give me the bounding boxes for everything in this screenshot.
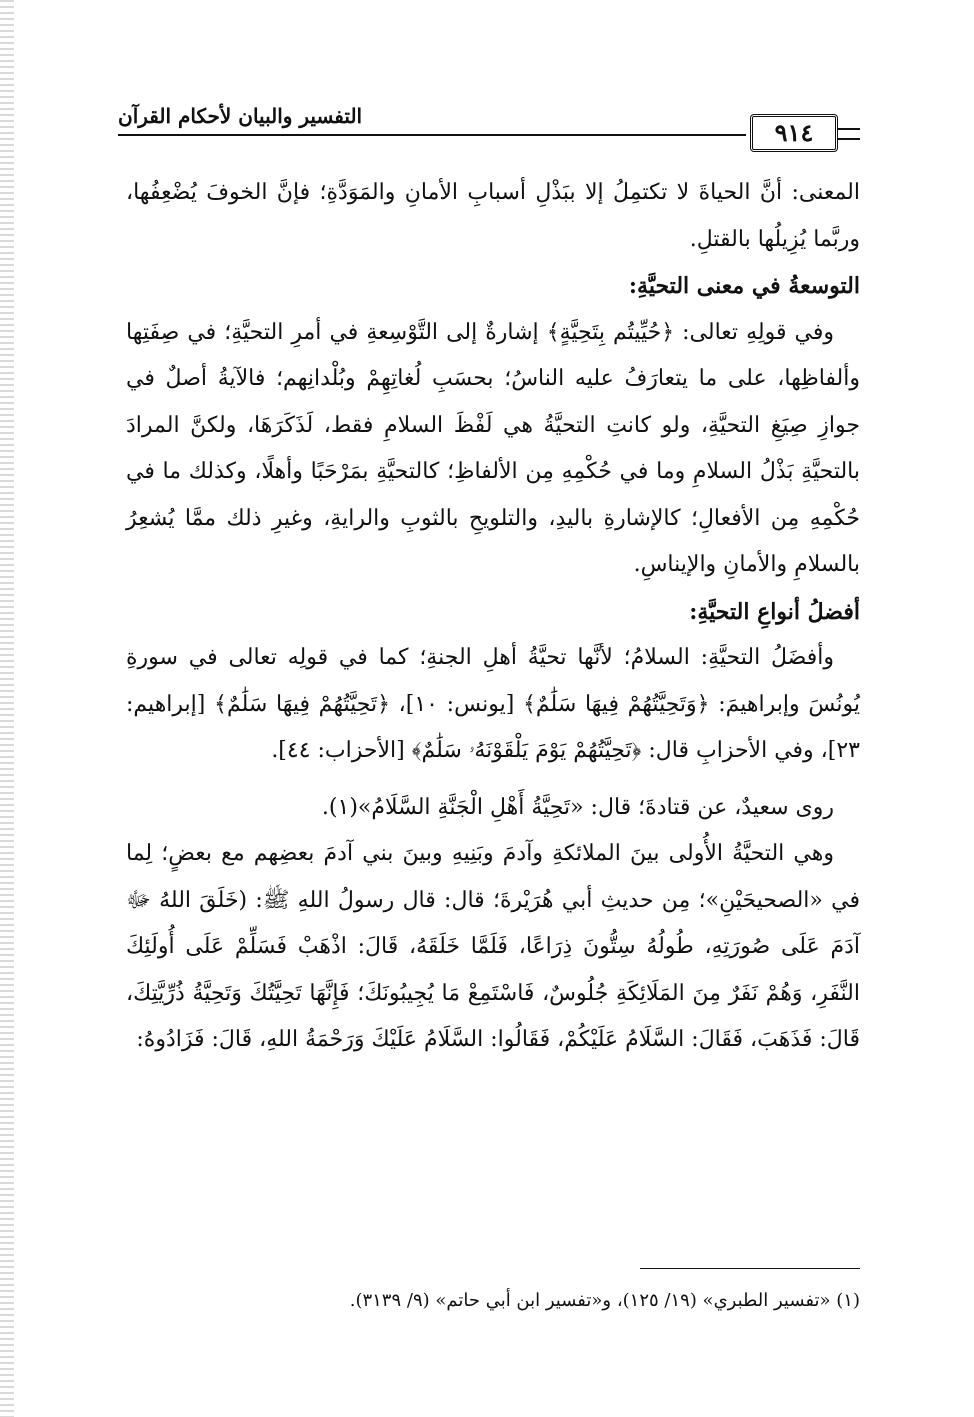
heading-best-greeting: أفضلُ أنواعِ التحيَّةِ: [689,598,860,625]
spacer [126,775,860,785]
heading-expansion-of-greeting: التوسعةُ في معنى التحيَّةِ: [628,273,860,299]
header-rule [118,134,746,136]
page-header [118,104,860,156]
paragraph-qatada: روى سعيدٌ، عن قتادةَ؛ قال: «تَحِيَّةُ أَهْلِ الْجَنَّةِ السَّلَامُ»(١). [321,794,834,820]
paragraph-best-greeting: وأفضَلُ التحيَّةِ: السلامُ؛ لأنَّها تحيَّةُ أهلِ الجنةِ؛ كما في قولِه تعالى في سورةِ يُونُسَ وإبراهيمَ: ﴿وَتَحِيَّتُهُمْ فِيهَا سَلَٰمٌ﴾ [يونس: ١٠]، ﴿تَحِيَّتُهُمْ فِيهَا سَلَٰمٌ﴾ [إبراهيم: ٢٣]، وفي الأحزابِ قال: ﴿تَحِيَّتُهُمْ يَوْمَ يَلْقَوْنَهُۥ سَلَٰمٌ﴾ [الأحزاب: ٤٤]. [126,645,860,763]
main-text [126,170,860,1064]
paragraph-hadith: وهي التحيَّةُ الأُولى بينَ الملائكةِ وآدمَ وبَنِيهِ وبينَ بني آدمَ بعضِهم مع بعضٍ؛ لِما في «الصحيحَيْنِ»؛ مِن حديثِ أبي هُرَيْرةَ؛ قال: قال رسولُ اللهِ ﷺ: (خَلَقَ اللهُ ﷻ آدَمَ عَلَى صُورَتِهِ، طُولُهُ سِتُّونَ ذِرَاعًا، فَلَمَّا خَلَقَهُ، قَالَ: اذْهَبْ فَسَلِّمْ عَلَى أُولَئِكَ النَّفَرِ، وَهُمْ نَفَرٌ مِنَ المَلَائِكَةِ جُلُوسٌ، فَاسْتَمِعْ مَا يُجِيبُونَكَ؛ فَإِنَّهَا تَحِيَّتُكَ وَتَحِيَّةُ ذُرِّيَّتِكَ، قَالَ: فَذَهَبَ، فَقَالَ: السَّلَامُ عَلَيْكُمْ، فَقَالُوا: السَّلَامُ عَلَيْكَ وَرَحْمَةُ اللهِ، قَالَ: فَزَادُوهُ: [126,841,860,1052]
scan-edge-artifact [0,0,14,1417]
running-title: التفسير والبيان لأحكام القرآن [118,104,363,128]
page-number: ٩١٤ [750,114,838,152]
header-rule-short [838,128,860,140]
footnote-separator [640,1268,860,1269]
footnote: (١) «تفسير الطبري» (١٩/ ١٢٥)، و«تفسير ابن أبي حاتم» (٩/ ٣١٣٩). [349,1290,860,1311]
paragraph-expansion: وفي قولِهِ تعالى: ﴿حُيِّيتُم بِتَحِيَّةٍ﴾ إشارةٌ إلى التَّوْسِعةِ في أمرِ التحيَّةِ؛ في صِفَتِها وألفاظِها، على ما يتعارَفُ عليه الناسُ؛ بحسَبِ لُغاتِهِمْ وبُلْدانِهم؛ فالآيةُ أصلٌ في جوازِ صِيَغِ التحيَّةِ، ولو كانتِ التحيَّةُ هي لَفْظَ السلامِ فقط، لَذَكَرَهَا، ولكنَّ المرادَ بالتحيَّةِ بَذْلُ السلامِ وما في حُكْمِهِ مِن الألفاظِ؛ كالتحيَّةِ بمَرْحَبًا وأهلًا، وكذلك ما في حُكْمِهِ مِن الأفعالِ؛ كالإشارةِ باليدِ، والتلويحِ بالثوبِ والرايةِ، وغيرِ ذلك ممَّا يُشعِرُ بالسلامِ والأمانِ والإيناسِ. [126,319,860,577]
paragraph-meaning: المعنى: أنَّ الحياةَ لا تكتمِلُ إلا ببَذْلِ أسبابِ الأمانِ والمَوَدَّةِ؛ فإنَّ الخوفَ يُضْعِفُها، وربَّما يُزِيلُها بالقتلِ. [126,180,860,252]
